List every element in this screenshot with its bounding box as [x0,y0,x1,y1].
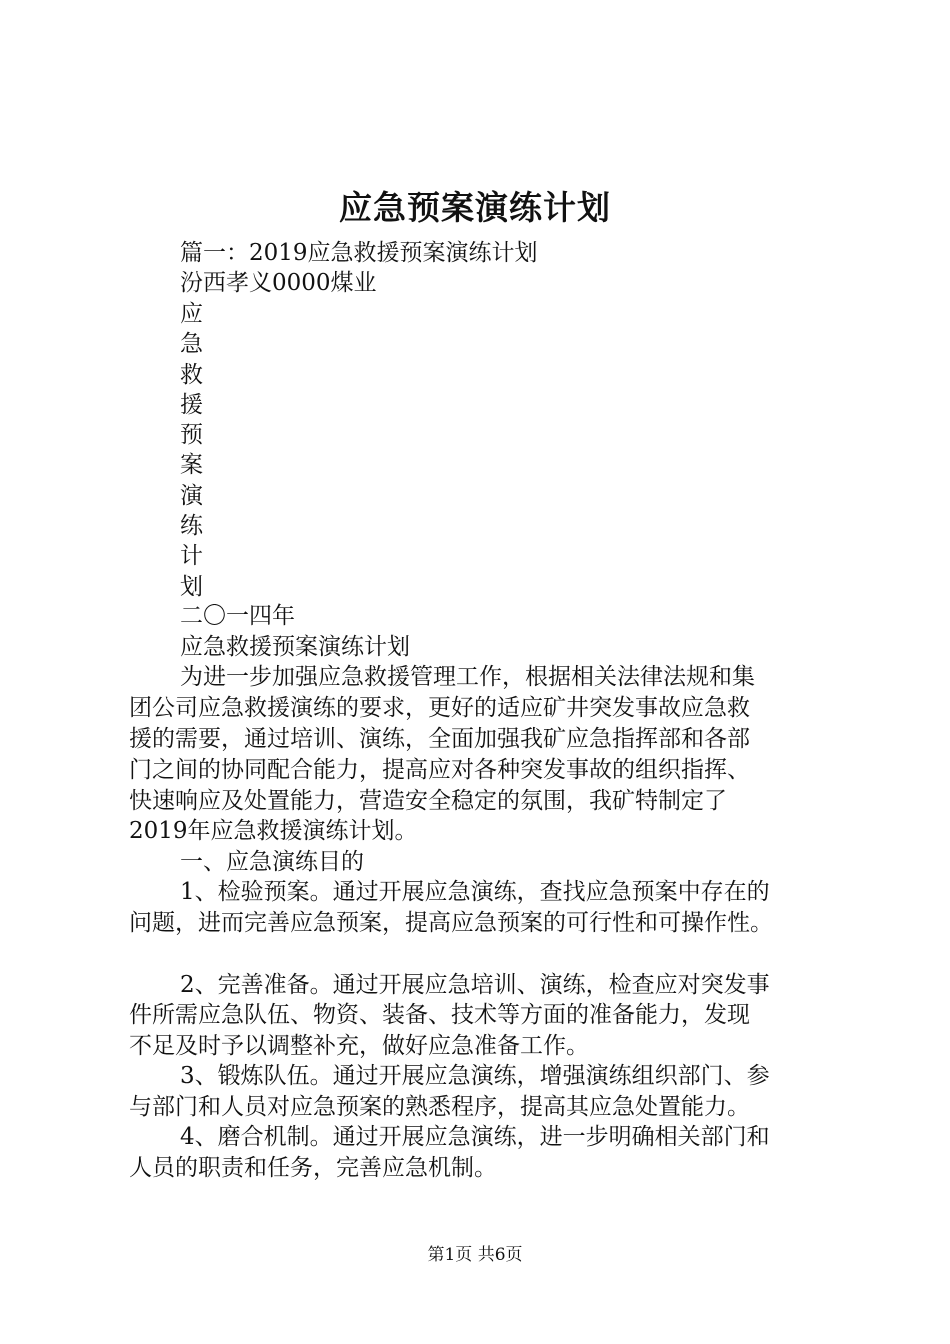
year-line: 二〇一四年 [180,603,295,629]
vertical-char: 计 [180,543,203,570]
vertical-char: 援 [180,391,203,418]
vertical-char: 救 [180,361,203,388]
vertical-char: 练 [180,513,203,540]
header-line-2: 汾西孝义0000煤业 [180,270,377,296]
paragraph-line: 1、检验预案。通过开展应急演练，查找应急预案中存在的 [180,879,770,905]
header-line-1: 篇一：2019应急救援预案演练计划 [180,240,538,266]
vertical-char: 案 [180,452,203,479]
document-title: 应急预案演练计划 [339,188,611,227]
vertical-char: 划 [180,573,203,600]
page-footer: 第1页 共6页 [427,1245,523,1265]
paragraph-line: 援的需要，通过培训、演练，全面加强我矿应急指挥部和各部 [129,726,750,752]
paragraph-line: 3、锻炼队伍。通过开展应急演练，增强演练组织部门、参 [180,1063,770,1089]
paragraph-line: 问题，进而完善应急预案，提高应急预案的可行性和可操作性。 [129,910,773,936]
paragraph-line: 2、完善准备。通过开展应急培训、演练，检查应对突发事 [180,972,770,998]
vertical-char: 演 [180,482,203,509]
section-heading: 一、应急演练目的 [180,849,364,875]
vertical-char: 急 [180,331,203,358]
paragraph-line: 与部门和人员对应急预案的熟悉程序，提高其应急处置能力。 [129,1094,750,1120]
subtitle: 应急救援预案演练计划 [180,634,410,660]
vertical-char: 应 [180,301,203,327]
paragraph-line: 快速响应及处置能力，营造安全稳定的氛围，我矿特制定了 [129,788,727,814]
paragraph-line: 2019年应急救援演练计划。 [129,818,418,844]
vertical-title [180,299,203,602]
paragraph-line: 不足及时予以调整补充，做好应急准备工作。 [129,1033,589,1059]
paragraph-line: 件所需应急队伍、物资、装备、技术等方面的准备能力，发现 [129,1002,750,1028]
paragraph-line: 4、磨合机制。通过开展应急演练，进一步明确相关部门和 [180,1124,770,1150]
vertical-char: 预 [180,422,203,449]
paragraph-line: 团公司应急救援演练的要求，更好的适应矿井突发事故应急救 [129,695,750,721]
paragraph-line: 门之间的协同配合能力，提高应对各种突发事故的组织指挥、 [129,757,750,783]
paragraph-line: 为进一步加强应急救援管理工作，根据相关法律法规和集 [180,664,755,690]
paragraph-line: 人员的职责和任务，完善应急机制。 [129,1155,497,1181]
